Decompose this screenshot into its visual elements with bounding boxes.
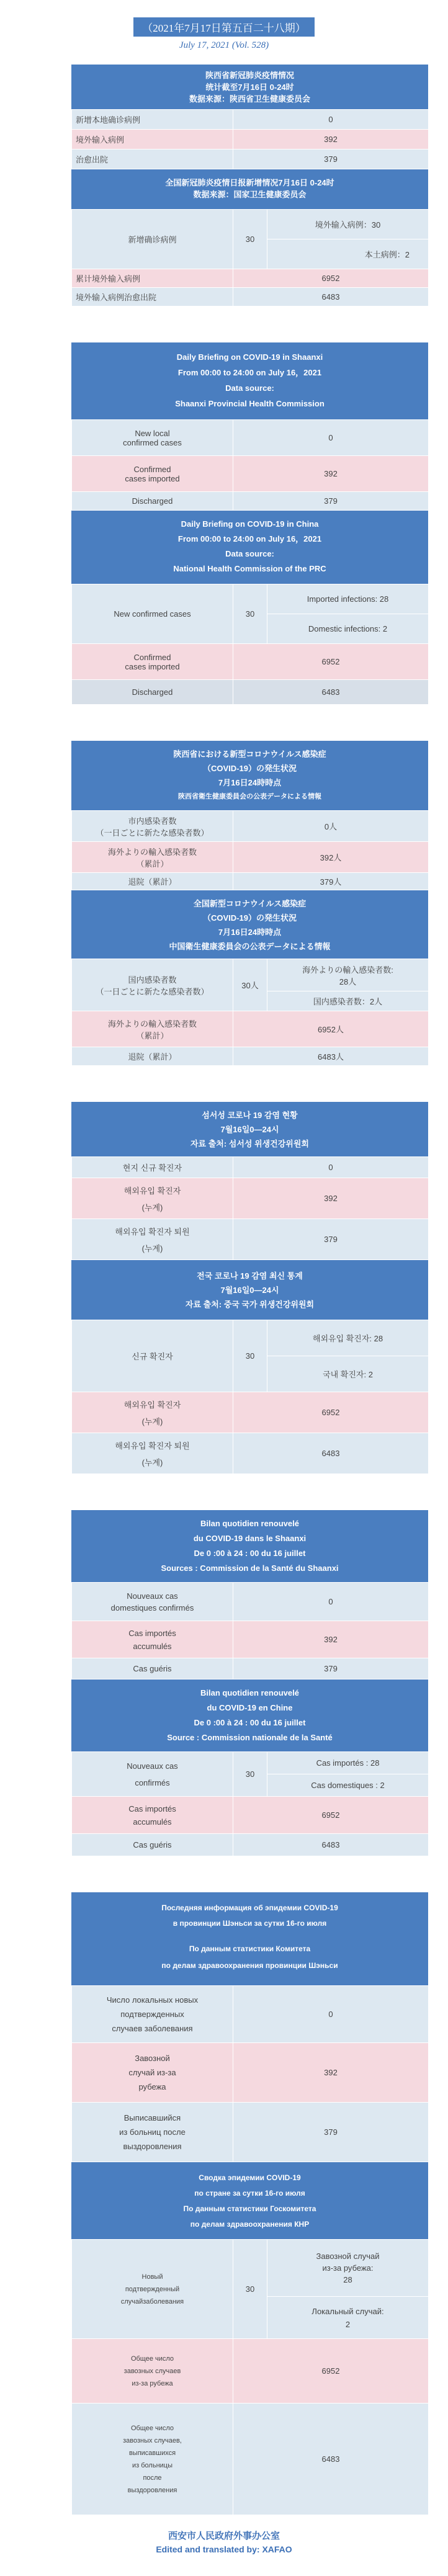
ja-china-table — [71, 959, 429, 1066]
footer-signature — [0, 2529, 448, 2554]
table-row — [72, 842, 429, 873]
heading-line: по делам здравоохранения КНР — [190, 2220, 310, 2229]
row-value: 6483人 — [233, 1047, 429, 1066]
row-value: 6483 — [233, 680, 429, 705]
row-label: 해외유입 확진자 (누계) — [72, 1178, 233, 1219]
ja-shaanxi-table — [71, 810, 429, 890]
row-value: 6483 — [233, 1433, 429, 1474]
row-label: Confirmed cases imported — [72, 456, 233, 492]
row-value: 379人 — [233, 873, 429, 890]
ja-china-heading — [71, 890, 428, 959]
row-label: 海外よりの輸入感染者数 （累計） — [72, 1011, 233, 1047]
row-label: 境外输入病例 — [72, 130, 233, 150]
heading-line: From 00:00 to 24:00 on July 16，2021 — [177, 368, 322, 377]
heading-line: Source : Commission nationale de la Santé — [167, 1733, 333, 1742]
heading-line: Bilan quotidien renouvelé — [200, 1688, 299, 1697]
ru-shaanxi-table — [71, 1985, 429, 2162]
ru-china-section — [71, 2162, 428, 2515]
heading-line: По данным статистики Комитета — [189, 1944, 311, 1953]
row-value: 6952 — [233, 1392, 429, 1433]
ko-shaanxi-heading — [71, 1102, 428, 1156]
row-value: 0人 — [233, 811, 429, 842]
editor-credit: Edited and translated by: XAFAO — [156, 2544, 292, 2554]
heading-line: 陕西省新冠肺炎疫情情况 — [205, 71, 294, 80]
heading-line: 7월16일0—24시 — [220, 1286, 279, 1295]
ja-shaanxi-section — [71, 741, 428, 890]
heading-line: 统计截至7月16日 0-24时 — [205, 83, 294, 92]
row-value: 6952 — [233, 1797, 429, 1834]
row-label: Cas importés accumulés — [72, 1797, 233, 1834]
row-value: 0 — [233, 1986, 429, 2043]
row-value: 30 — [233, 1752, 267, 1797]
heading-line: De 0 :00 à 24 : 00 du 16 juillet — [194, 1549, 306, 1558]
table-row — [72, 1433, 429, 1474]
table-row — [72, 959, 429, 991]
row-label: 治愈出院 — [72, 150, 233, 169]
cn-china-section — [71, 169, 428, 306]
heading-line: National Health Commission of the PRC — [173, 564, 326, 573]
heading-line: по делам здравоохранения провинции Шэньси — [161, 1961, 338, 1970]
row-label: 신규 확진자 — [72, 1320, 233, 1392]
row-value: 392 — [233, 130, 429, 150]
row-value: 379 — [233, 2103, 429, 2162]
row-label: 累计境外输入病例 — [72, 269, 233, 288]
en-china-table — [71, 584, 429, 705]
cn-china-heading — [71, 169, 428, 209]
table-row — [72, 1178, 429, 1219]
table-row — [72, 1011, 429, 1047]
cn-shaanxi-heading — [71, 65, 428, 109]
table-row — [72, 456, 429, 492]
row-label: 境外输入病例治愈出院 — [72, 288, 233, 306]
table-row — [72, 1797, 429, 1834]
heading-line: Data source: — [225, 383, 274, 393]
row-value: 6952 — [233, 269, 429, 288]
table-row — [72, 2043, 429, 2103]
row-value: 6952 — [233, 644, 429, 680]
ko-shaanxi-table — [71, 1156, 429, 1260]
imported-cases: 海外よりの輸入感染者数: 28人 — [267, 959, 429, 991]
table-row — [72, 1219, 429, 1260]
heading-line: Sources : Commission de la Santé du Shaanxi — [161, 1563, 339, 1573]
heading-line: 7月16日24時時点 — [218, 928, 282, 937]
table-row — [72, 644, 429, 680]
table-row — [72, 2103, 429, 2162]
row-value: 379 — [233, 492, 429, 511]
ru-shaanxi-heading — [71, 1892, 428, 1985]
table-row — [72, 110, 429, 130]
en-china-heading — [71, 511, 428, 584]
table-row — [72, 873, 429, 890]
heading-line: 陝西省における新型コロナウイルス感染症 — [173, 749, 326, 759]
ru-china-table — [71, 2239, 429, 2515]
row-label: Cas importés accumulés — [72, 1621, 233, 1658]
table-row — [72, 1834, 429, 1856]
fr-china-heading — [71, 1679, 428, 1751]
cn-shaanxi-section — [71, 65, 428, 169]
row-value: 0 — [233, 1583, 429, 1621]
row-label: 国内感染者数 （一日ごとに新たな感染者数） — [72, 959, 233, 1011]
heading-line: в провинции Шэньси за сутки 16-го июля — [172, 1919, 327, 1928]
ko-shaanxi-section — [71, 1102, 428, 1260]
local-cases: Domestic infections: 2 — [267, 614, 429, 644]
heading-line: De 0 :00 à 24 : 00 du 16 juillet — [194, 1718, 306, 1727]
row-label: 市内感染者数 （一日ごとに新たな感染者数） — [72, 811, 233, 842]
en-shaanxi-heading — [71, 342, 428, 419]
row-label: 현지 신규 확진자 — [72, 1157, 233, 1178]
heading-line: 7月16日24時時点 — [218, 778, 282, 787]
en-shaanxi-table — [71, 419, 429, 511]
row-value: 30 — [233, 584, 267, 644]
office-name: 西安市人民政府外事办公室 — [168, 2531, 280, 2541]
heading-line: du COVID-19 en Chine — [207, 1703, 293, 1712]
issue-subtitle: July 17, 2021 (Vol. 528) — [179, 40, 269, 50]
row-label: Завозной случай из-за рубежа — [72, 2043, 233, 2103]
heading-line: 섬서성 코로나 19 감염 현황 — [202, 1111, 298, 1120]
table-row — [72, 269, 429, 288]
row-value: 6952人 — [233, 1011, 429, 1047]
table-row — [72, 1320, 429, 1356]
local-cases: 국내 확진자: 2 — [267, 1356, 429, 1392]
heading-line: 陝西省衛生健康委員会の公表データによる情報 — [178, 793, 321, 800]
fr-china-table — [71, 1751, 429, 1856]
local-cases: 国内感染者数：2人 — [267, 991, 429, 1011]
ja-china-section — [71, 890, 428, 1066]
en-shaanxi-section — [71, 342, 428, 511]
ko-china-section — [71, 1260, 428, 1474]
fr-shaanxi-table — [71, 1582, 429, 1679]
row-value: 6483 — [233, 1834, 429, 1856]
fr-shaanxi-section — [71, 1510, 428, 1679]
row-label: 해외유입 확진자 (누계) — [72, 1392, 233, 1433]
row-label: New local confirmed cases — [72, 420, 233, 456]
table-row — [72, 680, 429, 705]
row-label: 退院（累計） — [72, 873, 233, 890]
row-value: 30 — [233, 210, 267, 269]
table-row — [72, 1658, 429, 1679]
table-row — [72, 1157, 429, 1178]
row-value: 392 — [233, 2043, 429, 2103]
heading-line: 全国新型コロナウイルス感染症 — [193, 899, 307, 908]
heading-line: Data source: — [225, 549, 274, 558]
heading-line: Daily Briefing on COVID-19 in Shaanxi — [176, 352, 323, 362]
table-row — [72, 130, 429, 150]
heading-line: Сводка эпидемии COVID-19 — [199, 2173, 301, 2182]
row-value: 379 — [233, 150, 429, 169]
local-cases: Cas domestiques : 2 — [267, 1774, 429, 1797]
heading-line: （COVID-19）の発生状況 — [203, 913, 297, 923]
table-row — [72, 1047, 429, 1066]
heading-line: du COVID-19 dans le Shaanxi — [193, 1534, 307, 1543]
table-row — [72, 811, 429, 842]
table-row — [72, 1752, 429, 1774]
row-label: 해외유입 확진자 퇴원 (누계) — [72, 1219, 233, 1260]
row-value: 0 — [233, 110, 429, 130]
row-value: 392 — [233, 456, 429, 492]
heading-line: From 00:00 to 24:00 on July 16，2021 — [177, 534, 322, 543]
cn-china-table — [71, 209, 429, 306]
heading-line: Shaanxi Provincial Health Commission — [175, 399, 325, 408]
heading-line: 中国衛生健康委員会の公表データによる情報 — [169, 942, 331, 951]
row-value: 30 — [233, 1320, 267, 1392]
row-label: 해외유입 확진자 퇴원 (누계) — [72, 1433, 233, 1474]
row-value: 392 — [233, 1178, 429, 1219]
row-value: 379 — [233, 1219, 429, 1260]
row-label: Число локальных новых подтвержденных случаев заболевания — [72, 1986, 233, 2043]
table-row — [72, 2339, 429, 2404]
row-value: 6483 — [233, 288, 429, 306]
table-row — [72, 420, 429, 456]
heading-line: 자료 출처: 중국 국가 위생건강위원회 — [185, 1300, 315, 1309]
row-value: 6483 — [233, 2404, 429, 2515]
heading-line: По данным статистики Госкомитета — [183, 2204, 316, 2213]
heading-line: （COVID-19）の発生状況 — [203, 764, 297, 773]
imported-cases: 해외유입 확진자: 28 — [267, 1320, 429, 1356]
heading-line: 全国新冠肺炎疫情日报新增情况7月16日 0-24时 — [165, 178, 334, 187]
row-value: 30人 — [233, 959, 267, 1011]
table-row — [72, 150, 429, 169]
heading-line: Daily Briefing on COVID-19 in China — [181, 519, 319, 529]
table-row — [72, 1621, 429, 1658]
row-value: 392人 — [233, 842, 429, 873]
row-value: 392 — [233, 1621, 429, 1658]
row-label: New confirmed cases — [72, 584, 233, 644]
fr-shaanxi-heading — [71, 1510, 428, 1582]
table-row — [72, 288, 429, 306]
imported-cases: Завозной случай из-за рубежа: 28 — [267, 2240, 429, 2297]
heading-line: Последняя информация об эпидемии COVID-19 — [161, 1903, 338, 1912]
row-label: 海外よりの輸入感染者数 （累計） — [72, 842, 233, 873]
local-cases: Локальный случай: 2 — [267, 2297, 429, 2339]
heading-line: 자료 출처: 섬서성 위생건강위원회 — [190, 1139, 309, 1148]
fr-china-section — [71, 1679, 428, 1856]
row-label: Общее число завозных случаев, выписавшихся из больницы после выздоровления — [72, 2404, 233, 2515]
ko-china-heading — [71, 1260, 428, 1320]
ru-china-heading — [71, 2162, 428, 2239]
table-row — [72, 1392, 429, 1433]
table-row — [72, 1583, 429, 1621]
row-label: Новый подтвержденный случайзаболевания — [72, 2240, 233, 2339]
document-header — [0, 0, 448, 51]
ja-shaanxi-heading — [71, 741, 428, 810]
row-value: 379 — [233, 1658, 429, 1679]
row-label: Discharged — [72, 492, 233, 511]
row-value: 0 — [233, 1157, 429, 1178]
row-label: Discharged — [72, 680, 233, 705]
row-value: 0 — [233, 420, 429, 456]
imported-cases: 境外输入病例：30 — [267, 210, 429, 239]
row-label: Cas guéris — [72, 1658, 233, 1679]
row-label: Выписавшийся из больниц после выздоровления — [72, 2103, 233, 2162]
cn-shaanxi-table — [71, 109, 429, 169]
table-row — [72, 210, 429, 239]
heading-line: Bilan quotidien renouvelé — [200, 1519, 299, 1528]
row-label: Confirmed cases imported — [72, 644, 233, 680]
ru-shaanxi-section — [71, 1892, 428, 2162]
local-cases: 本土病例：2 — [267, 239, 429, 269]
ko-china-table — [71, 1320, 429, 1474]
row-label: Общее число завозных случаев из-за рубежа — [72, 2339, 233, 2404]
heading-line: 7월16일0—24시 — [220, 1125, 279, 1134]
row-value: 30 — [233, 2240, 267, 2339]
heading-line: 数据来源：陕西省卫生健康委员会 — [189, 94, 310, 104]
row-label: Cas guéris — [72, 1834, 233, 1856]
row-label: 新增本地确诊病例 — [72, 110, 233, 130]
table-row — [72, 584, 429, 614]
row-value: 6952 — [233, 2339, 429, 2404]
imported-cases: Imported infections: 28 — [267, 584, 429, 614]
row-label: Nouveaux cas domestiques confirmés — [72, 1583, 233, 1621]
row-label: 新增确诊病例 — [72, 210, 233, 269]
table-row — [72, 2240, 429, 2297]
table-row — [72, 2404, 429, 2515]
issue-title: （2021年7月17日第五百二十八期） — [133, 17, 315, 37]
imported-cases: Cas importés : 28 — [267, 1752, 429, 1774]
heading-line: 전국 코로나 19 감염 최신 통계 — [197, 1271, 303, 1281]
heading-line: 数据来源：国家卫生健康委员会 — [193, 190, 307, 199]
table-row — [72, 1986, 429, 2043]
heading-line: по стране за сутки 16-го июля — [194, 2189, 305, 2198]
table-row — [72, 492, 429, 511]
en-china-section — [71, 511, 428, 705]
row-label: Nouveaux cas confirmés — [72, 1752, 233, 1797]
row-label: 退院（累計） — [72, 1047, 233, 1066]
